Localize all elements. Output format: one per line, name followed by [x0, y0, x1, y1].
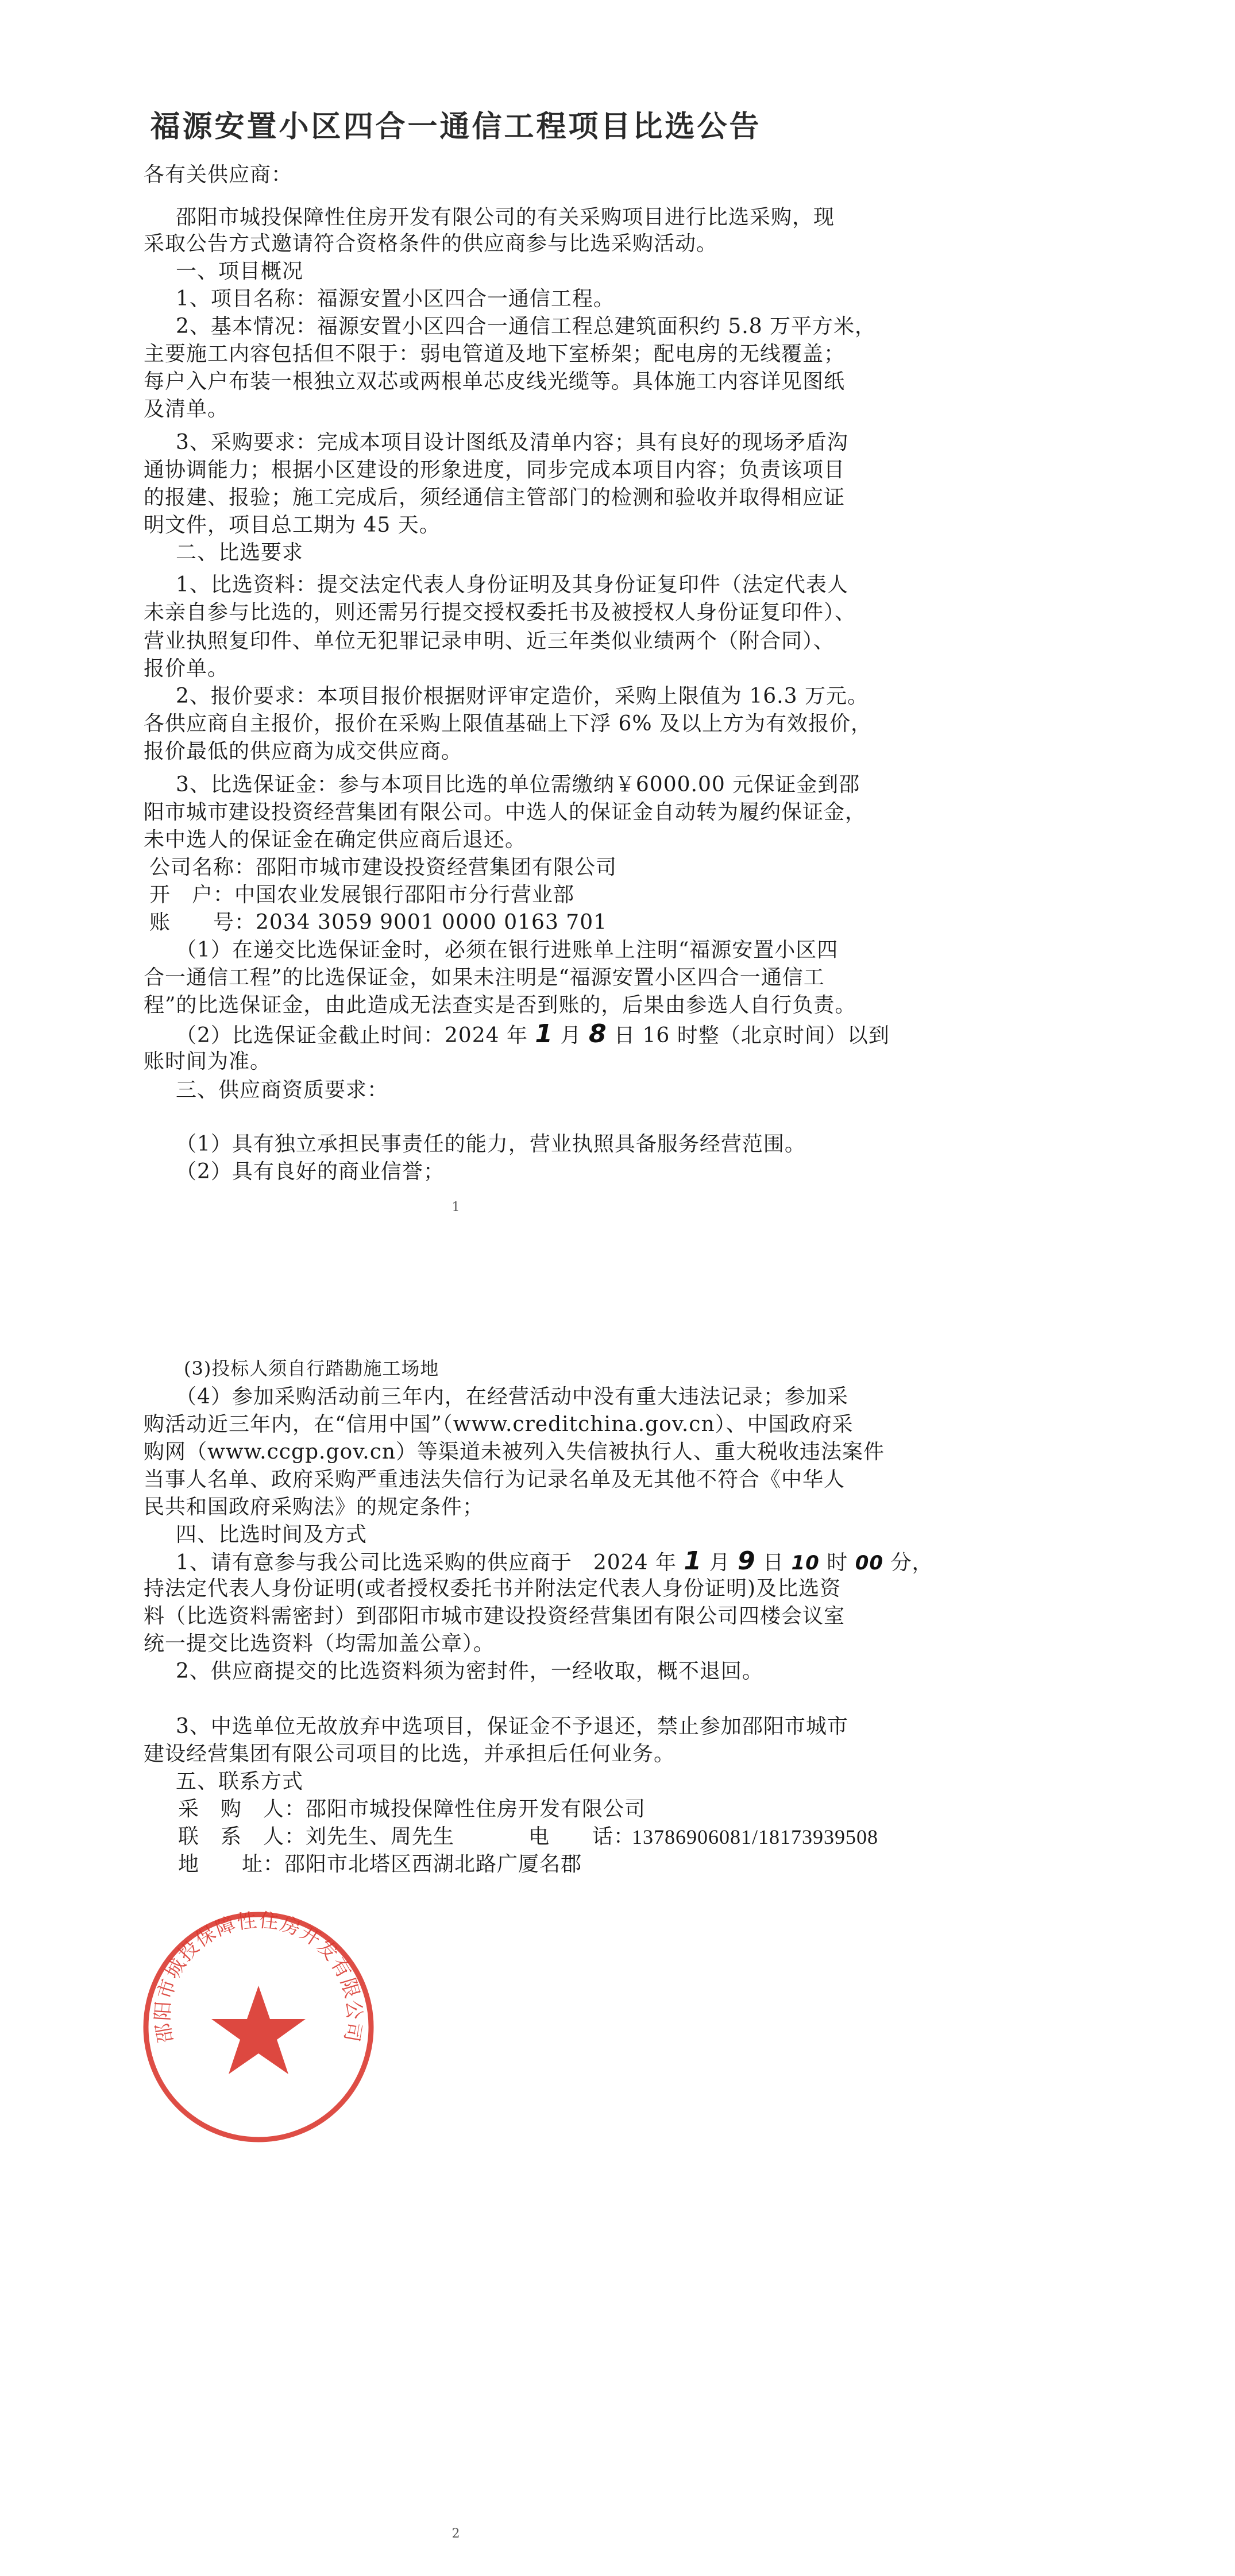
- paragraph-line: 阳市城市建设投资经营集团有限公司。中选人的保证金自动转为履约保证金，: [144, 800, 867, 824]
- paragraph-line: 民共和国政府采购法》的规定条件；: [144, 1495, 484, 1519]
- paragraph-line: 合一通信工程”的比选保证金，如果未注明是“福源安置小区四合一通信工: [144, 966, 825, 989]
- paragraph-line: 账时间为准。: [144, 1050, 272, 1073]
- minute-label: 分，: [890, 1551, 933, 1575]
- paragraph-line: 购网（www.ccgp.gov.cn）等渠道未被列入失信被执行人、重大税收违法案件: [144, 1440, 885, 1464]
- section-heading: 三、供应商资质要求：: [176, 1078, 389, 1102]
- page-2: [0, 1269, 933, 2576]
- handwritten-day: 8: [588, 1019, 607, 1049]
- greeting: 各有关供应商：: [144, 163, 293, 187]
- svg-text:邵阳市城投保障性住房开发有限公司: 邵阳市城投保障性住房开发有限公司: [151, 1909, 366, 2045]
- paragraph-line: （1）在递交比选保证金时，必须在银行进账单上注明“福源安置小区四: [176, 938, 839, 962]
- page-1: [0, 0, 912, 1269]
- paragraph-line: 程”的比选保证金，由此造成无法查实是否到账的，后果由参选人自行负责。: [144, 993, 856, 1017]
- paragraph-line: 料（比选资料需密封）到邵阳市城市建设投资经营集团有限公司四楼会议室: [144, 1604, 846, 1628]
- handwritten-minute: 00: [855, 1552, 884, 1575]
- paragraph-line: 购活动近三年内，在“信用中国”（www.creditchina.gov.cn）、中国政府采: [144, 1413, 854, 1436]
- paragraph-line: 3、中选单位无故放弃中选项目，保证金不予退还，禁止参加邵阳市城市: [176, 1715, 848, 1738]
- company-seal-stamp: [138, 1906, 379, 2148]
- paragraph-line: 及清单。: [144, 397, 229, 421]
- qualification-1: （1）具有独立承担民事责任的能力，营业执照具备服务经营范围。: [176, 1132, 806, 1156]
- contact-buyer: 采 购 人：邵阳市城投保障性住房开发有限公司: [178, 1797, 646, 1821]
- section-heading: 二、比选要求: [176, 541, 304, 564]
- month-label: 月: [560, 1024, 582, 1047]
- day-label: 日: [763, 1551, 785, 1575]
- paragraph-line: 1、比选资料：提交法定代表人身份证明及其身份证复印件（法定代表人: [176, 573, 848, 597]
- paragraph-line: 主要施工内容包括但不限于：弱电管道及地下室桥架；配电房的无线覆盖；: [144, 342, 846, 366]
- paragraph-line: 2、基本情况：福源安置小区四合一通信工程总建筑面积约 5.8 万平方米，: [176, 315, 877, 338]
- deposit-deadline-line: [176, 1019, 890, 1049]
- paragraph-line: 报价单。: [144, 657, 229, 680]
- bank-company: 公司名称：邵阳市城市建设投资经营集团有限公司: [149, 856, 618, 879]
- deadline-prefix: （2）比选保证金截止时间：2024 年: [176, 1024, 528, 1047]
- paragraph-line: 2、报价要求：本项目报价根据财评审定造价，采购上限值为 16.3 万元。: [176, 684, 869, 708]
- qualification-3: (3)投标人须自行踏勘施工场地: [184, 1357, 439, 1379]
- paragraph-line: 2、供应商提交的比选资料须为密封件，一经收取，概不退回。: [176, 1660, 763, 1683]
- contact-address: 地 址：邵阳市北塔区西湖北路广厦名郡: [178, 1852, 582, 1876]
- paragraph-line: 明文件，项目总工期为 45 天。: [144, 513, 441, 537]
- intro-line: 采取公告方式邀请符合资格条件的供应商参与比选采购活动。: [144, 232, 718, 256]
- paragraph-line: 各供应商自主报价，报价在采购上限值基础上下浮 6% 及以上方为有效报价，: [144, 712, 872, 736]
- month-label: 月: [709, 1551, 731, 1575]
- qualification-2: （2）具有良好的商业信誉；: [176, 1160, 445, 1183]
- paragraph-line: 通协调能力；根据小区建设的形象进度，同步完成本项目内容；负责该项目: [144, 458, 846, 482]
- paragraph-line: 当事人名单、政府采购严重违法失信行为记录名单及无其他不符合《中华人: [144, 1468, 846, 1491]
- contact-phone-label: 电 话：: [528, 1825, 635, 1848]
- bid-time-line: [176, 1546, 933, 1576]
- paragraph-line: 建设经营集团有限公司项目的比选，并承担后任何业务。: [144, 1742, 676, 1766]
- contact-phone: 13786906081/18173939508: [632, 1825, 879, 1848]
- contact-person: 联 系 人：刘先生、周先生: [178, 1825, 455, 1848]
- bank-account: 账 号：2034 3059 9001 0000 0163 701: [149, 911, 608, 934]
- paragraph-line: 3、比选保证金：参与本项目比选的单位需缴纳￥6000.00 元保证金到邵: [176, 773, 860, 796]
- document-title: 福源安置小区四合一通信工程项目比选公告: [150, 109, 762, 144]
- paragraph-line: 3、采购要求：完成本项目设计图纸及清单内容；具有良好的现场矛盾沟: [176, 431, 848, 454]
- handwritten-day: 9: [737, 1546, 756, 1576]
- page-number: 2: [451, 2527, 460, 2541]
- handwritten-month: 1: [535, 1019, 554, 1049]
- handwritten-month: 1: [684, 1546, 703, 1576]
- bid-time-prefix: 1、请有意参与我公司比选采购的供应商于 2024 年: [176, 1551, 677, 1575]
- deadline-suffix: 日 16 时整（北京时间）以到: [614, 1024, 890, 1047]
- paragraph-line: 1、项目名称：福源安置小区四合一通信工程。: [176, 287, 615, 311]
- section-heading: 四、比选时间及方式: [176, 1523, 368, 1546]
- handwritten-hour: 10: [791, 1552, 820, 1575]
- paragraph-line: （4）参加采购活动前三年内，在经营活动中没有重大违法记录；参加采: [176, 1385, 848, 1409]
- paragraph-line: 未中选人的保证金在确定供应商后退还。: [144, 828, 527, 852]
- paragraph-line: 未亲自参与比选的，则还需另行提交授权委托书及被授权人身份证复印件）、: [144, 601, 856, 624]
- paragraph-line: 营业执照复印件、单位无犯罪记录申明、近三年类似业绩两个（附合同）、: [144, 629, 835, 653]
- paragraph-line: 持法定代表人身份证明(或者授权委托书并附法定代表人身份证明)及比选资: [144, 1577, 842, 1600]
- section-heading: 一、项目概况: [176, 260, 304, 283]
- bank-name: 开 户：中国农业发展银行邵阳市分行营业部: [149, 883, 575, 907]
- paragraph-line: 统一提交比选资料（均需加盖公章）。: [144, 1632, 495, 1656]
- paragraph-line: 报价最低的供应商为成交供应商。: [144, 740, 463, 763]
- section-heading: 五、联系方式: [176, 1770, 304, 1793]
- paragraph-line: 的报建、报验；施工完成后，须经通信主管部门的检测和验收并取得相应证: [144, 486, 846, 509]
- intro-line: 邵阳市城投保障性住房开发有限公司的有关采购项目进行比选采购，现: [176, 206, 835, 229]
- hour-label: 时: [827, 1551, 848, 1575]
- paragraph-line: 每户入户布装一根独立双芯或两根单芯皮线光缆等。具体施工内容详见图纸: [144, 370, 846, 393]
- page-number: 1: [451, 1200, 460, 1214]
